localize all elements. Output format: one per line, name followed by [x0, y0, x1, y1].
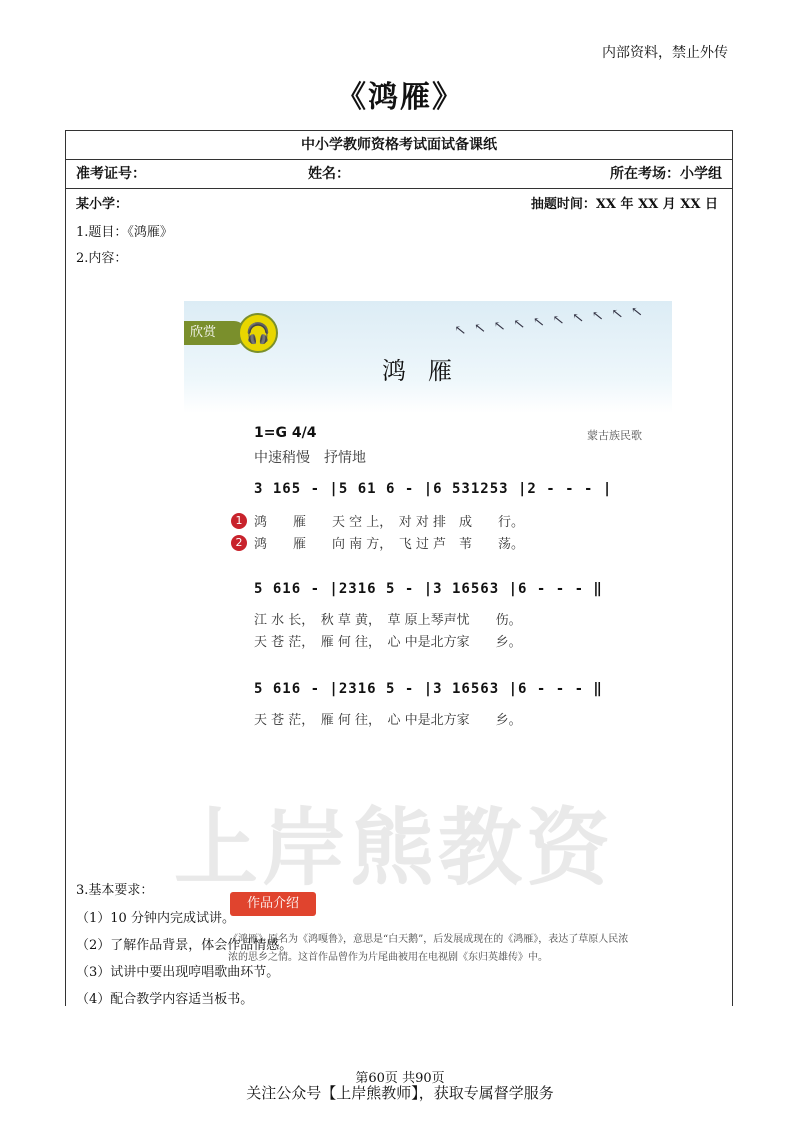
requirement-item: （1）10 分钟内完成试讲。	[76, 911, 235, 926]
appreciation-tag: 欣赏	[184, 321, 246, 345]
requirements-heading: 3.基本要求：	[76, 883, 154, 898]
lyric-line-2b: 天 苍 茫， 雁 何 往， 心 中是北方家 乡。	[254, 635, 522, 650]
verse-number-1: 1	[231, 513, 247, 529]
lyric-line-2a: 江 水 长， 秋 草 黄， 草 原上琴声忧 伤。	[254, 613, 522, 628]
requirement-item: （4）配合教学内容适当板书。	[76, 992, 254, 1007]
topic-line: 1.题目：《鸿雁》	[76, 225, 173, 240]
name-label: 姓名：	[308, 166, 350, 182]
key-signature: 1=G 4/4	[254, 425, 317, 441]
song-origin: 蒙古族民歌	[587, 429, 642, 442]
headphone-icon: 🎧	[238, 313, 278, 353]
lesson-plan-sheet	[65, 130, 733, 1006]
lyric-line-3: 天 苍 茫， 雁 何 往， 心 中是北方家 乡。	[254, 713, 522, 728]
content-line: 2.内容：	[76, 251, 128, 266]
requirement-item: （3）试讲中要出现哼唱歌曲环节。	[76, 965, 280, 980]
lyric-verse-1: 鸿 雁 天 空 上， 对 对 排 成 行。	[254, 515, 525, 530]
candidate-info-row	[66, 160, 732, 189]
geese-icon: ↖↖↖↖↖↖↖↖↖↖	[453, 302, 652, 340]
confidential-note: 内部资料，禁止外传	[602, 45, 728, 61]
requirement-item: （2）了解作品背景，体会作品情感。	[76, 938, 293, 953]
exam-number-label: 准考证号：	[76, 166, 146, 182]
tempo-marking: 中速稍慢 抒情地	[254, 450, 366, 466]
page-number: 第60页 共90页	[355, 1071, 445, 1086]
notation-line-3: 5 616 - |2316 5 - |3 16563 |6 - - - ‖	[254, 681, 603, 697]
notation-line-2: 5 616 - |2316 5 - |3 16563 |6 - - - ‖	[254, 581, 603, 597]
watermark-text: 上岸熊教资	[174, 799, 615, 897]
footer-notice: 关注公众号【上岸熊教师】，获取专属督学服务	[246, 1084, 554, 1102]
notation-line-1: 3 165 - |5 61 6 - |6 531253 |2 - - - |	[254, 481, 613, 497]
verse-number-2: 2	[231, 535, 247, 551]
lyric-verse-2: 鸿 雁 向 南 方， 飞 过 芦 苇 荡。	[254, 537, 525, 552]
song-title: 鸿雁	[382, 357, 474, 385]
draw-time: 抽题时间：XX 年 XX 月 XX 日	[530, 197, 718, 212]
sheet-heading: 中小学教师资格考试面试备课纸	[66, 131, 732, 160]
venue-label: 所在考场：小学组	[610, 166, 722, 182]
work-intro-text: 《鸿雁》原名为《鸿嘎鲁》，意思是“白天鹅”，后发展成现在的《鸿雁》，表达了草原人民浓浓的思乡之情。这首作品曾作为片尾曲被用在电视剧《东归英雄传》中。	[228, 934, 629, 963]
work-intro-tag: 作品介绍	[230, 892, 316, 916]
school-label: 某小学：	[76, 197, 129, 212]
document-title: 《鸿雁》	[336, 80, 464, 115]
